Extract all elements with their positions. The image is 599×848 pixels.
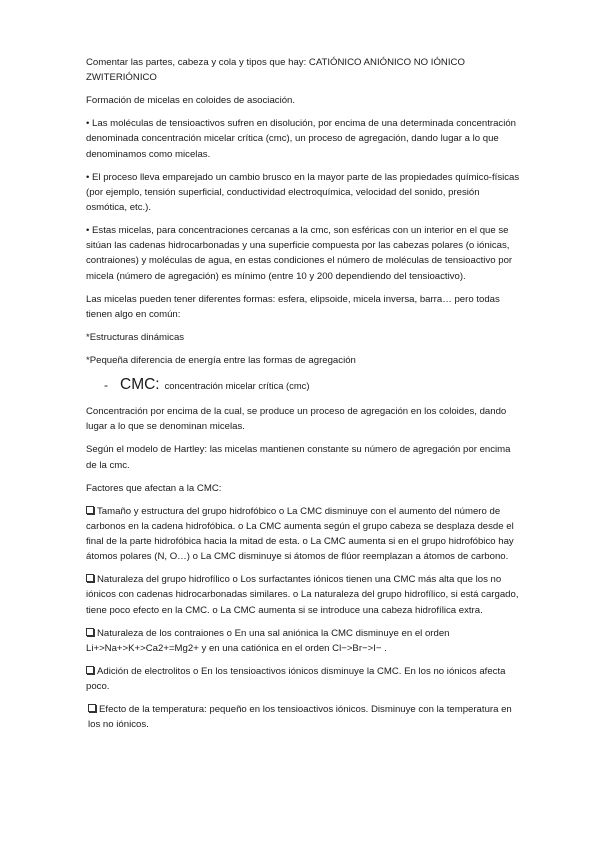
cmc-definition: Concentración por encima de la cual, se produce un proceso de agregación en los coloides, dando lugar a lo que se denominan micelas.: [86, 406, 507, 433]
factor-text: Adición de electrolitos o En los tensioactivos iónicos disminuye la CMC. En los no iónicos afecta poco.: [86, 665, 506, 693]
bullet-paragraph: • Estas micelas, para concentraciones cercanas a la cmc, son esféricas con un interior en el que se sitúan las cadenas hidrocarbonadas y una superficie compuesta por las cabezas polares (o iónicas, contraiones) y moléculas de agua, en estas condiciones el número de moléculas de tensioactivo por micela (número de agregación) es mínimo (entre 10 y 200 dependiendo del tensioactivo).: [86, 225, 513, 282]
factor-item: [86, 626, 521, 656]
checkbox-square-icon: [86, 628, 94, 636]
factor-item: [86, 504, 521, 565]
factor-item: [86, 702, 521, 732]
micelas-heading: Formación de micelas en coloides de asociación.: [86, 95, 296, 107]
bullet-paragraph: • El proceso lleva emparejado un cambio brusco en la mayor parte de las propiedades químico-físicas (por ejemplo, tensión superficial, conductividad electroquímica, velocidad del sonido, presión osmótica, etc.).: [86, 171, 520, 214]
cmc-heading: [86, 377, 521, 393]
factor-text: Efecto de la temperatura: pequeño en los tensioactivos iónicos. Disminuye con la temperatura en los no iónicos.: [88, 704, 512, 731]
factor-item: [86, 664, 521, 694]
diferencia-line: *Pequeña diferencia de energía entre las formas de agregación: [86, 354, 356, 366]
factor-item: [86, 572, 521, 618]
formas-paragraph: Las micelas pueden tener diferentes formas: esfera, elipsoide, micela inversa, barra… pero todas tienen algo en común:: [86, 293, 500, 320]
checkbox-square-icon: [86, 506, 94, 514]
factores-heading: Factores que afectan a la CMC:: [86, 482, 222, 494]
bullet-paragraph: • Las moléculas de tensioactivos sufren en disolución, por encima de una determinada concentración denominada concentración micelar crítica (cmc), un proceso de agregación, dando lugar a lo que denominamos como micelas.: [86, 118, 516, 160]
estructuras-line: *Estructuras dinámicas: [86, 331, 185, 343]
cmc-subtitle: concentración micelar crítica (cmc): [164, 380, 310, 392]
dash-marker: -: [104, 378, 108, 393]
cmc-title: CMC:: [120, 376, 160, 394]
factor-text: Naturaleza de los contraiones o En una sal aniónica la CMC disminuye en el orden Li+>Na+>K+>Ca2+=Mg2+ y en una catiónica en el orden Cl−>Br−>I− .: [86, 627, 450, 654]
checkbox-square-icon: [88, 704, 96, 712]
factor-text: Tamaño y estructura del grupo hidrofóbico o La CMC disminuye con el aumento del número de carbonos en la cadena hidrofóbica. o La CMC aumenta según el grupo cabeza se desplaza desde el final de la parte hidrofóbica hacia la mitad de esta. o La CMC aumenta si en el grupo hidrofóbico hay átomos polares (N, O…) o La CMC disminuye si átomos de flúor reemplazan a átomos de carbono.: [86, 505, 514, 563]
checkbox-square-icon: [86, 574, 94, 582]
factor-text: Naturaleza del grupo hidrofílico o Los surfactantes iónicos tienen una CMC más alta que los no iónicos con cadenas hidrocarbonadas similares. o La naturaleza del grupo hidrofílico, si está cargado, tiene poco efecto en la CMC. o La CMC aumenta si se introduce una cabeza hidrofílica extra.: [86, 574, 519, 616]
hartley-paragraph: Según el modelo de Hartley: las micelas mantienen constante su número de agregación por encima de la cmc.: [86, 444, 511, 471]
intro-paragraph: Comentar las partes, cabeza y cola y tipos que hay: CATIÓNICO ANIÓNICO NO IÓNICO ZWITERIÓNICO: [86, 57, 465, 84]
checkbox-square-icon: [86, 666, 94, 674]
